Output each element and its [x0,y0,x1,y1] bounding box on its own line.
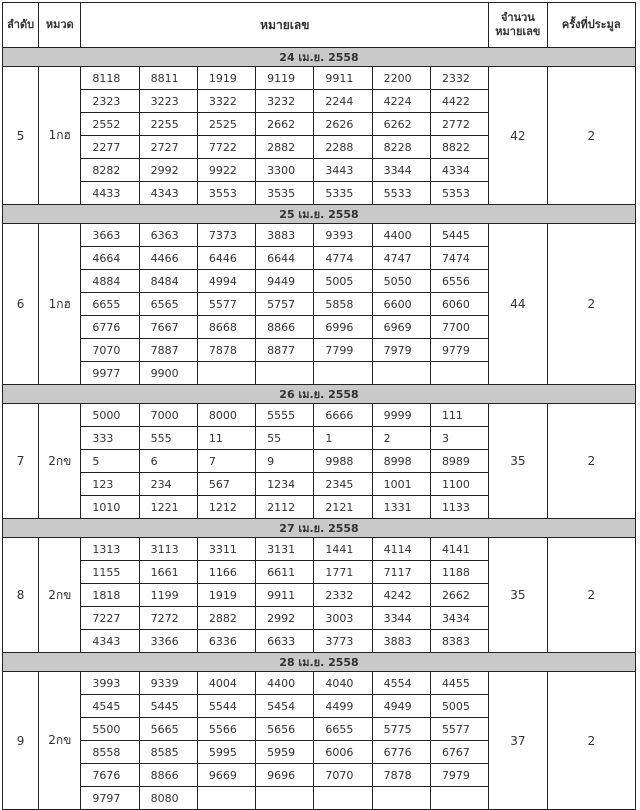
number-cell: 1155 [81,561,139,584]
number-cell: 4004 [197,672,255,695]
number-cell: 3300 [256,159,314,182]
number-cell: 8282 [81,159,139,182]
number-cell: 6446 [197,247,255,270]
number-cell: 4554 [372,672,430,695]
number-cell: 5757 [256,293,314,316]
number-cell: 4422 [430,90,488,113]
number-cell: 7 [197,450,255,473]
number-cell: 8668 [197,316,255,339]
number-cell: 2323 [81,90,139,113]
number-cell: 7070 [81,339,139,362]
count-cell: 35 [489,404,547,519]
number-cell: 2727 [139,136,197,159]
count-header-line1: จำนวน [500,11,535,24]
number-cell: 2662 [256,113,314,136]
number-cell: 9999 [372,404,430,427]
number-cell: 11 [197,427,255,450]
order-cell: 8 [3,538,39,653]
number-cell: 3443 [314,159,372,182]
number-cell: 5000 [81,404,139,427]
number-cell: 3773 [314,630,372,653]
number-cell [314,362,372,385]
number-cell: 9911 [256,584,314,607]
number-cell: 6644 [256,247,314,270]
number-cell: 8558 [81,741,139,764]
number-cell: 5656 [256,718,314,741]
number-cell: 6060 [430,293,488,316]
number-cell: 9669 [197,764,255,787]
number-cell: 8080 [139,787,197,810]
section-date: 25 เม.ย. 2558 [3,205,636,224]
number-cell: 1212 [197,496,255,519]
number-cell: 7722 [197,136,255,159]
number-cell: 9911 [314,67,372,90]
number-cell: 1188 [430,561,488,584]
number-cell: 6262 [372,113,430,136]
number-cell: 1919 [197,67,255,90]
number-cell [197,362,255,385]
order-header: ลำดับ [3,3,39,48]
number-cell: 5500 [81,718,139,741]
number-cell: 3663 [81,224,139,247]
number-cell: 8866 [139,764,197,787]
table-row [3,672,636,695]
number-cell: 2112 [256,496,314,519]
number-cell: 3344 [372,607,430,630]
number-cell: 3003 [314,607,372,630]
number-cell: 4455 [430,672,488,695]
number-cell: 3883 [256,224,314,247]
number-cell: 3344 [372,159,430,182]
number-cell: 8989 [430,450,488,473]
number-cell: 8811 [139,67,197,90]
auction-round-header: ครั้งที่ประมูล [547,3,635,48]
number-cell: 7000 [139,404,197,427]
number-cell: 2345 [314,473,372,496]
count-header [489,3,547,48]
number-cell: 6767 [430,741,488,764]
number-cell: 8822 [430,136,488,159]
number-cell: 3322 [197,90,255,113]
number-cell: 8118 [81,67,139,90]
number-cell: 1771 [314,561,372,584]
number-cell: 6006 [314,741,372,764]
number-cell: 5566 [197,718,255,741]
number-cell: 234 [139,473,197,496]
number-cell: 4114 [372,538,430,561]
number-cell: 4747 [372,247,430,270]
number-cell: 6776 [372,741,430,764]
count-header-line2: หมายเลข [495,25,541,38]
number-cell: 7979 [372,339,430,362]
number-cell: 7373 [197,224,255,247]
section-date: 26 เม.ย. 2558 [3,385,636,404]
number-cell: 7227 [81,607,139,630]
number-cell: 5533 [372,182,430,205]
count-cell: 35 [489,538,547,653]
number-cell: 123 [81,473,139,496]
number-cell: 9 [256,450,314,473]
number-cell [314,787,372,810]
number-cell: 2552 [81,113,139,136]
number-cell: 3535 [256,182,314,205]
number-cell: 1001 [372,473,430,496]
number-cell: 1661 [139,561,197,584]
count-cell: 37 [489,672,547,810]
number-cell: 1313 [81,538,139,561]
number-cell: 3993 [81,672,139,695]
order-cell: 9 [3,672,39,810]
number-cell: 7878 [197,339,255,362]
table-row [3,224,636,247]
number-cell: 3 [430,427,488,450]
number-cell [256,787,314,810]
date-row [3,205,636,224]
number-cell: 1133 [430,496,488,519]
category-cell: 2กข [39,672,81,810]
number-cell: 5555 [256,404,314,427]
number-cell: 6363 [139,224,197,247]
number-cell: 4664 [81,247,139,270]
number-cell: 4884 [81,270,139,293]
number-cell: 5335 [314,182,372,205]
number-cell: 111 [430,404,488,427]
number-cell: 7700 [430,316,488,339]
number-cell: 9119 [256,67,314,90]
number-cell: 555 [139,427,197,450]
auction-round-cell: 2 [547,538,635,653]
number-cell: 5577 [430,718,488,741]
number-cell: 3113 [139,538,197,561]
number-cell: 4224 [372,90,430,113]
number-cell: 1100 [430,473,488,496]
number-cell: 7667 [139,316,197,339]
number-cell: 4545 [81,695,139,718]
number-cell: 1919 [197,584,255,607]
number-cell: 6996 [314,316,372,339]
number-cell: 8585 [139,741,197,764]
number-cell: 1199 [139,584,197,607]
number-cell: 7117 [372,561,430,584]
auction-round-cell: 2 [547,672,635,810]
number-cell: 8866 [256,316,314,339]
number-cell: 3232 [256,90,314,113]
number-cell: 9922 [197,159,255,182]
number-cell: 4242 [372,584,430,607]
number-cell: 333 [81,427,139,450]
section-date: 28 เม.ย. 2558 [3,653,636,672]
number-cell: 2882 [197,607,255,630]
number-cell: 9977 [81,362,139,385]
number-cell: 3223 [139,90,197,113]
number-cell: 55 [256,427,314,450]
number-cell [430,787,488,810]
number-cell: 1221 [139,496,197,519]
auction-round-cell: 2 [547,67,635,205]
order-cell: 5 [3,67,39,205]
number-cell: 5544 [197,695,255,718]
number-cell: 9449 [256,270,314,293]
number-cell: 5577 [197,293,255,316]
number-cell: 2772 [430,113,488,136]
date-row [3,653,636,672]
number-cell [197,787,255,810]
number-cell: 2992 [139,159,197,182]
number-cell: 6336 [197,630,255,653]
number-cell: 6655 [81,293,139,316]
number-cell: 8000 [197,404,255,427]
order-cell: 6 [3,224,39,385]
number-cell: 3553 [197,182,255,205]
number-cell: 5959 [256,741,314,764]
number-cell: 2882 [256,136,314,159]
number-cell: 5858 [314,293,372,316]
number-cell: 7878 [372,764,430,787]
number-cell: 2288 [314,136,372,159]
number-cell: 4466 [139,247,197,270]
number-cell: 6600 [372,293,430,316]
number-cell: 4994 [197,270,255,293]
numbers-header: หมายเลข [81,3,489,48]
number-cell: 6633 [256,630,314,653]
number-cell: 2992 [256,607,314,630]
number-cell: 8484 [139,270,197,293]
count-cell: 44 [489,224,547,385]
number-cell: 5005 [430,695,488,718]
number-cell: 6655 [314,718,372,741]
number-cell: 5 [81,450,139,473]
number-cell: 2332 [430,67,488,90]
number-cell: 4343 [81,630,139,653]
number-cell: 4334 [430,159,488,182]
number-cell: 8228 [372,136,430,159]
category-cell: 1กฮ [39,67,81,205]
number-cell: 7979 [430,764,488,787]
section-date: 24 เม.ย. 2558 [3,48,636,67]
number-cell: 1441 [314,538,372,561]
number-cell: 2 [372,427,430,450]
number-cell: 4400 [256,672,314,695]
number-cell: 3131 [256,538,314,561]
category-cell: 1กฮ [39,224,81,385]
date-row [3,385,636,404]
header-row [3,3,636,48]
number-cell: 6666 [314,404,372,427]
number-cell: 2200 [372,67,430,90]
number-cell: 7676 [81,764,139,787]
number-cell: 4040 [314,672,372,695]
number-cell: 1010 [81,496,139,519]
number-cell: 7887 [139,339,197,362]
number-cell: 7272 [139,607,197,630]
number-cell: 2332 [314,584,372,607]
number-cell: 5353 [430,182,488,205]
number-cell: 6556 [430,270,488,293]
number-cell: 2244 [314,90,372,113]
date-row [3,48,636,67]
number-cell: 2121 [314,496,372,519]
number-cell: 4433 [81,182,139,205]
number-cell: 7070 [314,764,372,787]
number-cell: 6 [139,450,197,473]
number-cell: 567 [197,473,255,496]
number-cell: 9339 [139,672,197,695]
number-cell: 1166 [197,561,255,584]
number-cell [372,362,430,385]
section-date: 27 เม.ย. 2558 [3,519,636,538]
number-auction-table [2,2,636,810]
number-cell: 6565 [139,293,197,316]
table-row [3,538,636,561]
number-cell: 2525 [197,113,255,136]
number-cell [256,362,314,385]
number-cell: 5445 [430,224,488,247]
number-cell: 9797 [81,787,139,810]
number-cell: 1331 [372,496,430,519]
number-cell: 4141 [430,538,488,561]
number-cell: 3311 [197,538,255,561]
number-cell: 7474 [430,247,488,270]
number-cell: 2662 [430,584,488,607]
date-row [3,519,636,538]
number-cell: 3434 [430,607,488,630]
number-cell: 9900 [139,362,197,385]
number-cell: 3883 [372,630,430,653]
number-cell: 7799 [314,339,372,362]
number-cell: 3366 [139,630,197,653]
number-cell: 8877 [256,339,314,362]
number-cell: 5050 [372,270,430,293]
number-cell: 8998 [372,450,430,473]
number-cell: 2626 [314,113,372,136]
number-cell: 2255 [139,113,197,136]
number-cell: 1234 [256,473,314,496]
category-cell: 2กข [39,538,81,653]
count-cell: 42 [489,67,547,205]
number-cell [430,362,488,385]
number-cell: 5445 [139,695,197,718]
number-cell: 5005 [314,270,372,293]
number-cell: 5995 [197,741,255,764]
number-cell: 6969 [372,316,430,339]
number-cell: 6611 [256,561,314,584]
table-row [3,404,636,427]
number-cell: 9988 [314,450,372,473]
number-cell: 9393 [314,224,372,247]
table-row [3,67,636,90]
number-cell: 4499 [314,695,372,718]
number-cell: 5454 [256,695,314,718]
number-cell: 5775 [372,718,430,741]
number-cell: 8383 [430,630,488,653]
number-cell: 1 [314,427,372,450]
number-cell: 5665 [139,718,197,741]
auction-round-cell: 2 [547,404,635,519]
category-header: หมวด [39,3,81,48]
number-cell: 4949 [372,695,430,718]
number-cell [372,787,430,810]
order-cell: 7 [3,404,39,519]
auction-round-cell: 2 [547,224,635,385]
number-cell: 4774 [314,247,372,270]
category-cell: 2กข [39,404,81,519]
number-cell: 2277 [81,136,139,159]
number-cell: 1818 [81,584,139,607]
number-cell: 4400 [372,224,430,247]
number-cell: 6776 [81,316,139,339]
number-cell: 9779 [430,339,488,362]
number-cell: 9696 [256,764,314,787]
number-cell: 4343 [139,182,197,205]
